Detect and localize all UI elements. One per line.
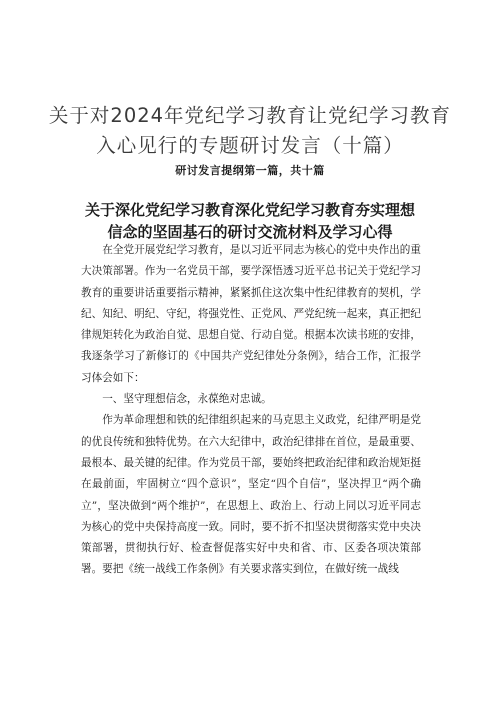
article-body — [81, 240, 421, 581]
article-subtitle-line: 关于深化党纪学习教育深化党纪学习教育夯实理想 — [84, 201, 415, 220]
document-title — [40, 101, 460, 161]
section-heading: 一、坚守理想信念，永葆绝对忠诚。 — [102, 393, 272, 406]
article-subtitle — [40, 199, 460, 243]
body-paragraph-intro: 在全党开展党纪学习教育，是以习近平同志为核心的党中央作出的重大决策部署。作为一名党员干部，要学深悟透习近平总书记关于党纪学习教育的重要讲话重要指示精神，紧紧抓住这次集中性纪律教育的契机，学纪、知纪、明纪、守纪，将强党性、正党风、严党纪统一起来，真正把纪律规矩转化为政治自觉、思想自觉、行动自觉。根据本次读书班的安排，我逐条学习了新修订的《中国共产党纪律处分条例》，结合工作，汇报学习体会如下： — [81, 244, 421, 384]
article-subtitle-line: 信念的坚固基石的研讨交流材料及学习心得 — [107, 223, 393, 242]
document-title-line: 入心见行的专题研讨发言（十篇） — [96, 134, 404, 158]
body-paragraph: 作为革命理想和铁的纪律组织起来的马克思主义政党，纪律严明是党的优良传统和独特优势。在六大纪律中，政治纪律排在首位，是最重要、最根本、最关键的纪律。作为党员干部，要始终把政治纪律和政治规矩挺在最前面，牢固树立“四个意识”，坚定“四个自信”，坚决捍卫“两个确立”，坚决做到“两个维护”，在思想上、政治上、行动上同以习近平同志为核心的党中央保持高度一致。同时，要不折不扣坚决贯彻落实党中央决策部署，贯彻执行好、检查督促落实好中央和省、市、区委各项决策部署。要把《统一战线工作条例》有关要求落实到位，在做好统一战线 — [81, 414, 421, 576]
document-title-line: 关于对2024年党纪学习教育让党纪学习教育 — [48, 104, 452, 128]
outline-label: 研讨发言提纲第一篇，共十篇 — [175, 164, 325, 177]
